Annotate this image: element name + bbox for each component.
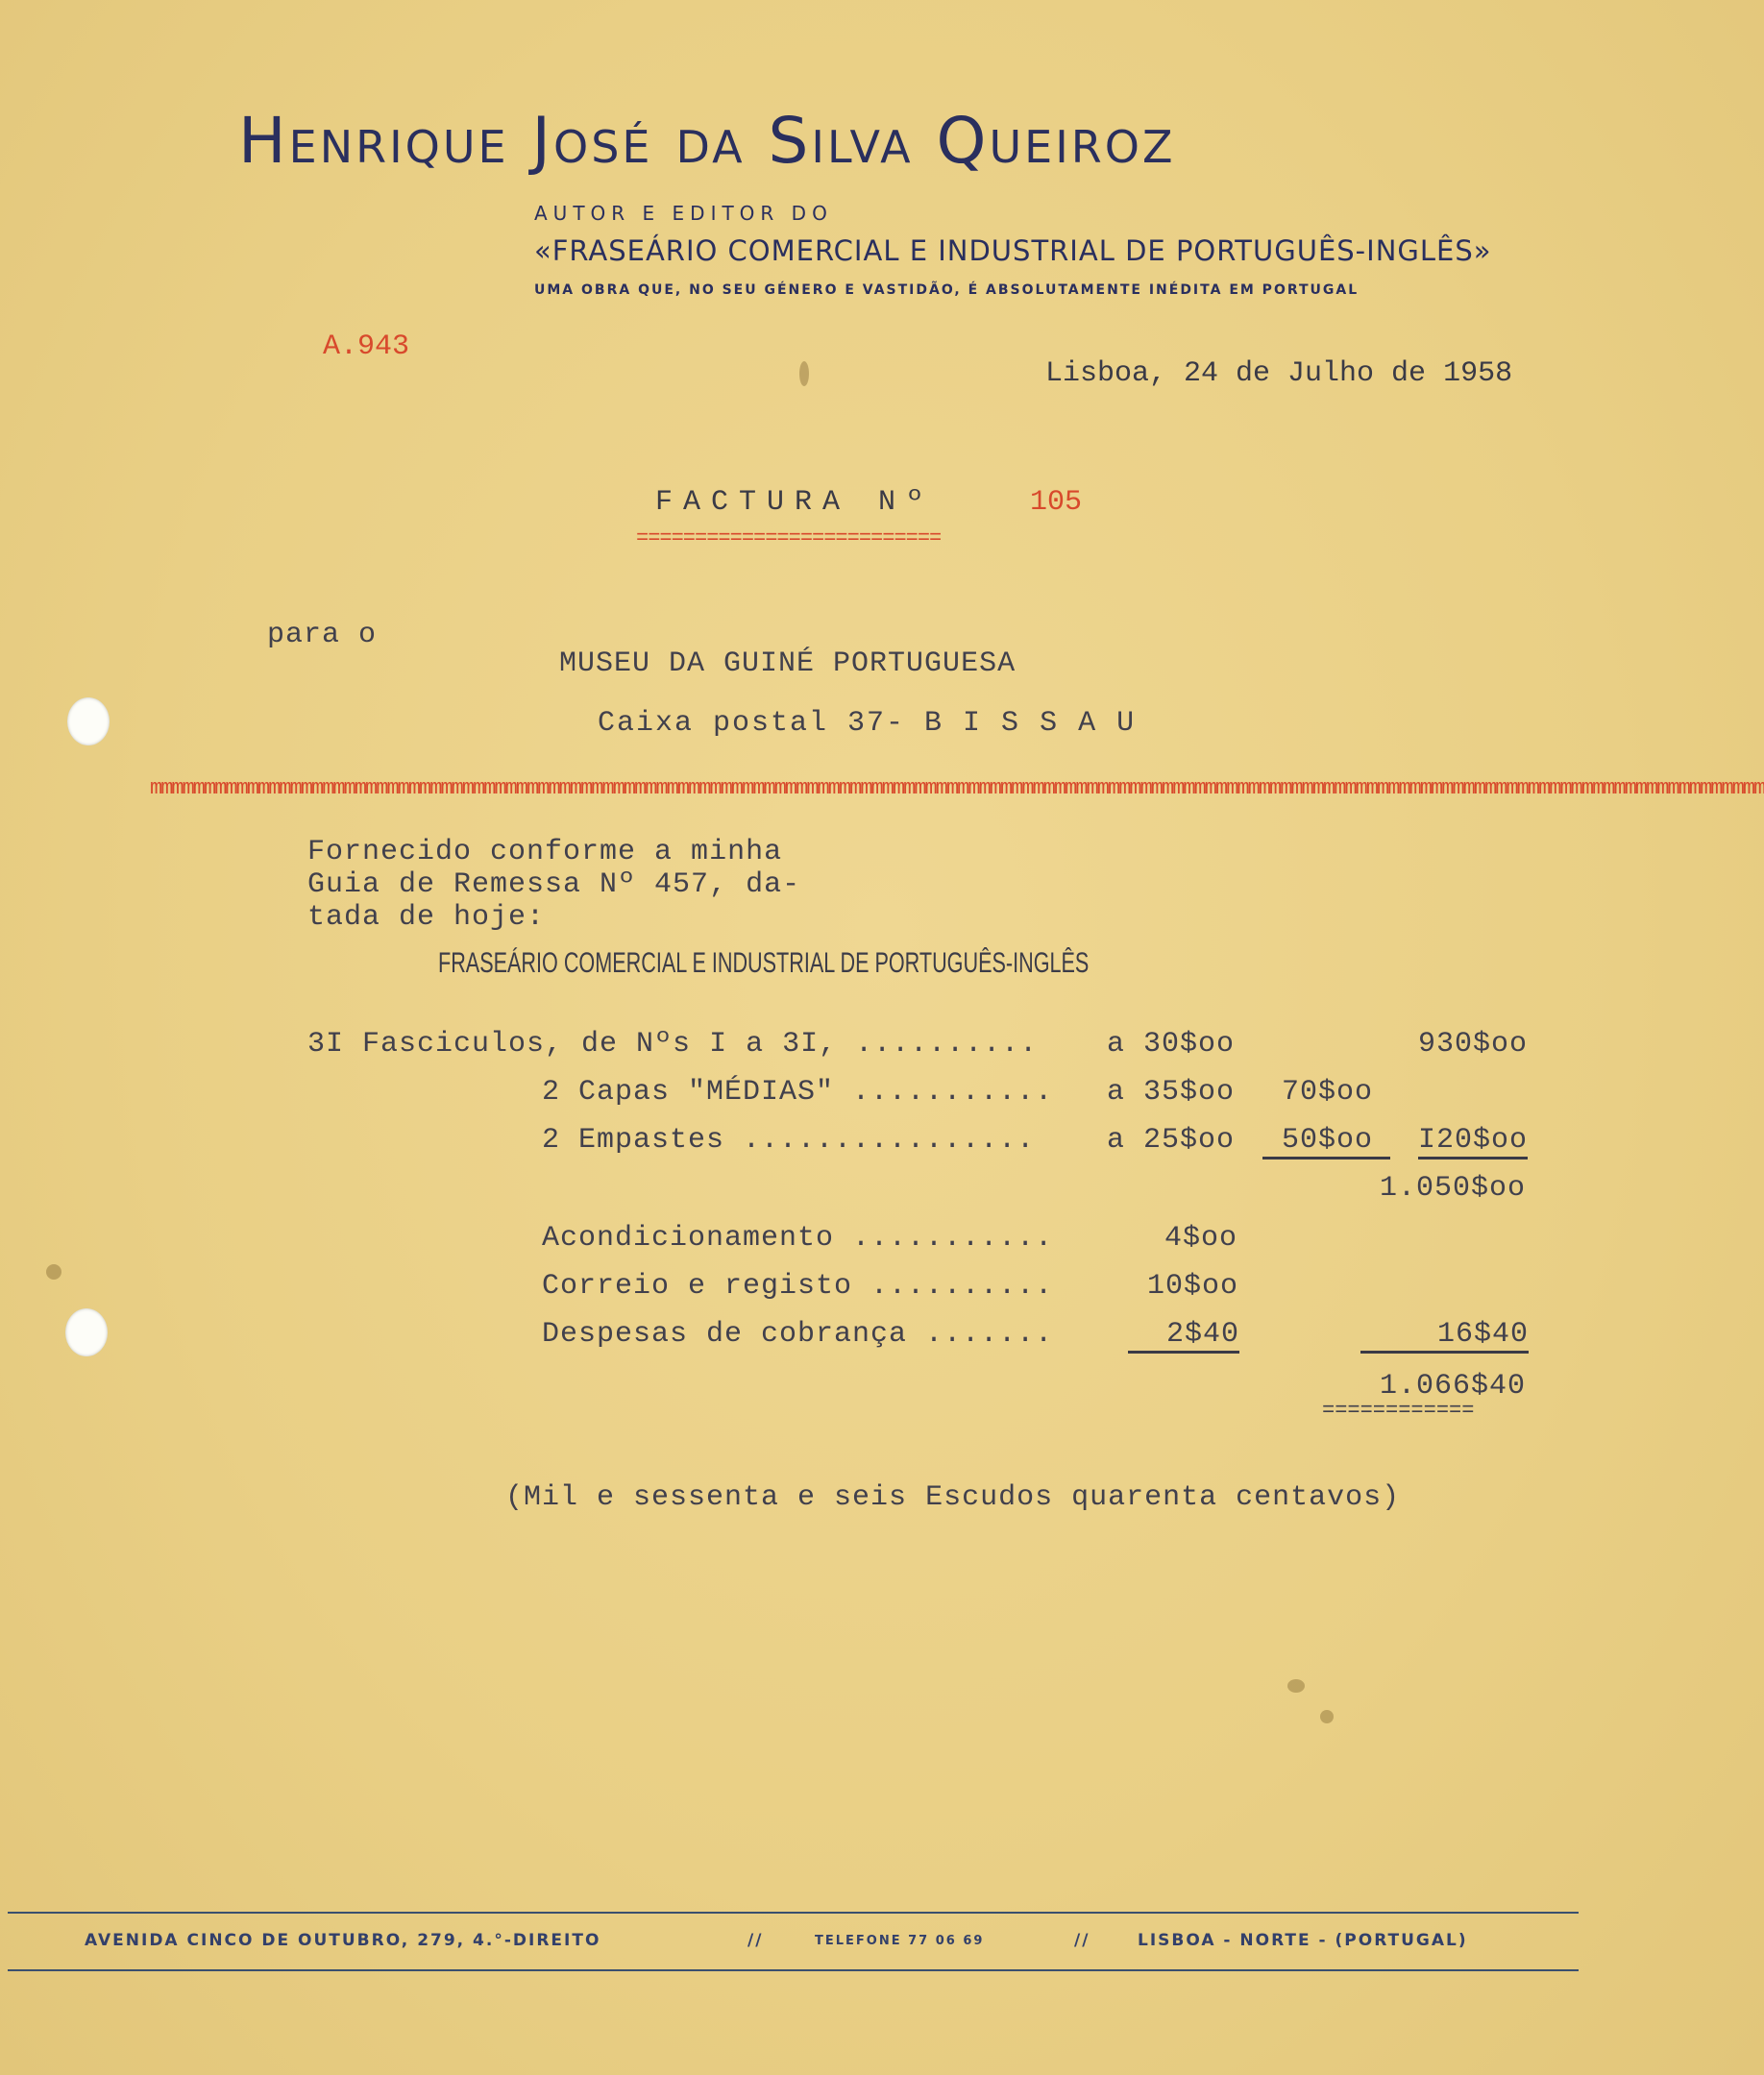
stain bbox=[1320, 1710, 1334, 1723]
invoice-date: Lisboa, 24 de Julho de 1958 bbox=[1045, 357, 1513, 390]
stain bbox=[46, 1264, 61, 1280]
footer-separator: // bbox=[747, 1931, 764, 1950]
footer-city: LISBOA - NORTE - (PORTUGAL) bbox=[1138, 1931, 1468, 1950]
stain bbox=[1287, 1679, 1305, 1693]
footer-phone: TELEFONE 77 06 69 bbox=[815, 1934, 985, 1948]
letterhead-book-title: «FRASEÁRIO COMERCIAL E INDUSTRIAL DE PORTUGUÊS-INGLÊS» bbox=[534, 234, 1492, 267]
note-line: tada de hoje: bbox=[307, 901, 546, 934]
recipient-address: Caixa postal 37- B I S S A U bbox=[598, 707, 1137, 740]
note-line: Guia de Remessa Nº 457, da- bbox=[307, 868, 801, 901]
letterhead-tagline: UMA OBRA QUE, NO SEU GÉNERO E VASTIDÃO, É ABSOLUTAMENTE INÉDITA EM PORTUGAL bbox=[534, 282, 1360, 298]
letterhead-name: Henrique José da Silva Queiroz bbox=[238, 104, 1176, 178]
item-subtotal: 50$oo bbox=[1262, 1124, 1390, 1160]
item-description: 3I Fasciculos, de Nºs I a 3I, .......... bbox=[307, 1028, 1039, 1061]
item-unit-price: a 25$oo bbox=[1107, 1124, 1236, 1157]
book-title-stamp: FRASEÁRIO COMERCIAL E INDUSTRIAL DE PORTUGUÊS-INGLÊS bbox=[438, 947, 1090, 979]
item-unit-price: a 35$oo bbox=[1107, 1076, 1236, 1109]
charge-amount: 2$40 bbox=[1128, 1318, 1239, 1354]
item-description: 2 Empastes ................ bbox=[542, 1124, 1036, 1157]
item-total: I20$oo bbox=[1418, 1124, 1528, 1160]
subtotal: 1.050$oo bbox=[1380, 1172, 1527, 1205]
footer-separator: // bbox=[1074, 1931, 1090, 1950]
reference-number: A.943 bbox=[323, 330, 410, 363]
charge-description: Acondicionamento ........... bbox=[542, 1222, 1054, 1255]
divider-line: mmmmmmmmmmmmmmmmmmmmmmmmmmmmmmmmmmmmmmmmmmmmmmmmmmmmmmmmmmmmmmmmmmmmmmmmmmmmmmmmmmmmmmmmmmmmmmmmmmmmmmmmmmmmmmmmmmmmmmmmmmmmmmmmmmmmmmmmmmmmmmmmmmmmmm bbox=[150, 776, 1764, 800]
charge-amount: 4$oo bbox=[1164, 1222, 1238, 1255]
stain bbox=[799, 361, 809, 386]
note-line: Fornecido conforme a minha bbox=[307, 836, 783, 868]
footer-address: AVENIDA CINCO DE OUTUBRO, 279, 4.°-DIREITO bbox=[85, 1931, 601, 1950]
charge-description: Despesas de cobrança ....... bbox=[542, 1318, 1054, 1351]
recipient-prefix: para o bbox=[267, 619, 378, 651]
invoice-number: 105 bbox=[1030, 486, 1083, 519]
item-subtotal: 70$oo bbox=[1282, 1076, 1374, 1109]
letterhead-subtitle: AUTOR E EDITOR DO bbox=[534, 202, 833, 225]
charge-description: Correio e registo .......... bbox=[542, 1270, 1054, 1303]
punch-hole-bottom bbox=[65, 1308, 108, 1356]
grand-total: 1.066$40 bbox=[1380, 1370, 1527, 1403]
amount-in-words: (Mil e sessenta e seis Escudos quarenta centavos) bbox=[505, 1481, 1401, 1514]
item-total: 930$oo bbox=[1418, 1028, 1529, 1061]
recipient-name: MUSEU DA GUINÉ PORTUGUESA bbox=[559, 647, 1017, 680]
invoice-title: FACTURA Nº bbox=[655, 486, 935, 519]
charge-amount: 10$oo bbox=[1147, 1270, 1239, 1303]
charges-total: 16$40 bbox=[1360, 1318, 1529, 1354]
footer-rule-top bbox=[8, 1912, 1579, 1914]
grand-total-rule: ============ bbox=[1322, 1399, 1475, 1423]
item-unit-price: a 30$oo bbox=[1107, 1028, 1236, 1061]
item-description: 2 Capas "MÉDIAS" ........... bbox=[542, 1076, 1054, 1109]
footer-rule-bottom bbox=[8, 1969, 1579, 1971]
title-underline: ========================== bbox=[636, 526, 942, 550]
punch-hole-top bbox=[67, 697, 110, 745]
